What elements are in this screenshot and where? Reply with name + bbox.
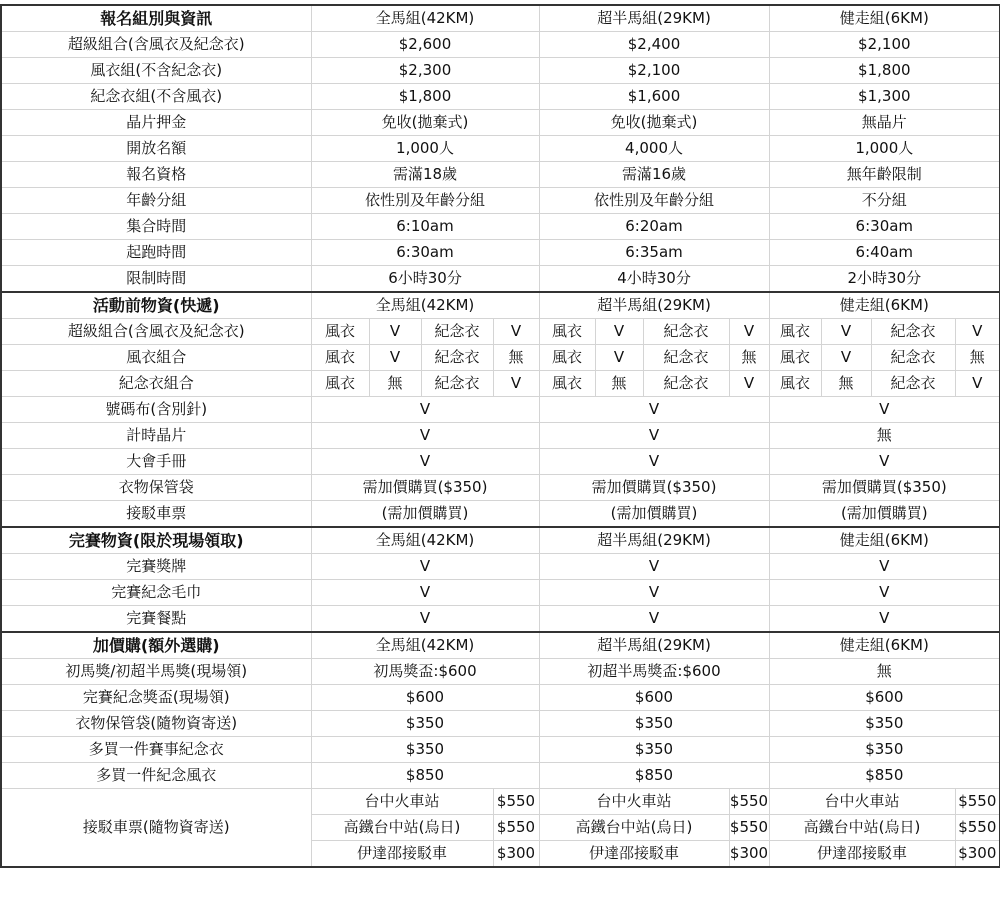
value-cell[interactable]: $600	[769, 685, 1000, 711]
value-cell[interactable]: V	[539, 397, 769, 423]
value-cell[interactable]: V	[539, 449, 769, 475]
shirt-value[interactable]: 無	[729, 345, 769, 371]
station-name[interactable]: 伊達邵接駁車	[311, 841, 493, 868]
value-cell[interactable]: V	[311, 449, 539, 475]
value-cell[interactable]: 6:10am	[311, 214, 539, 240]
value-cell[interactable]: 1,000人	[769, 136, 1000, 162]
value-cell[interactable]: 無年齡限制	[769, 162, 1000, 188]
value-cell[interactable]: $2,400	[539, 32, 769, 58]
table-row	[1, 763, 1000, 789]
row-label[interactable]: 初馬獎/初超半馬獎(現場領)	[1, 659, 311, 685]
row-label[interactable]: 多買一件紀念風衣	[1, 763, 311, 789]
shirt-label[interactable]: 紀念衣	[871, 371, 955, 397]
value-cell[interactable]: 6:35am	[539, 240, 769, 266]
shirt-value[interactable]: V	[729, 319, 769, 345]
value-cell[interactable]: V	[539, 554, 769, 580]
value-cell[interactable]: V	[311, 580, 539, 606]
value-cell[interactable]: 4小時30分	[539, 266, 769, 293]
jacket-label[interactable]: 風衣	[539, 319, 595, 345]
table-row	[1, 188, 1000, 214]
jacket-label[interactable]: 風衣	[311, 319, 369, 345]
table-row	[1, 737, 1000, 763]
row-label[interactable]: 完賽紀念毛巾	[1, 580, 311, 606]
table-row	[1, 32, 1000, 58]
value-cell[interactable]: $2,100	[769, 32, 1000, 58]
table-row	[1, 162, 1000, 188]
value-cell[interactable]: 依性別及年齡分組	[539, 188, 769, 214]
shirt-value[interactable]: V	[493, 371, 539, 397]
row-label[interactable]: 衣物保管袋(隨物資寄送)	[1, 711, 311, 737]
row-label[interactable]: 多買一件賽事紀念衣	[1, 737, 311, 763]
value-cell[interactable]: 初馬獎盃:$600	[311, 659, 539, 685]
section-header[interactable]: 加價購(額外選購)	[1, 632, 311, 659]
combo-row	[1, 371, 1000, 397]
value-cell[interactable]: V	[311, 606, 539, 633]
value-cell[interactable]: $600	[311, 685, 539, 711]
value-cell[interactable]: $350	[311, 711, 539, 737]
row-label[interactable]: 風衣組(不含紀念衣)	[1, 58, 311, 84]
shirt-value[interactable]: V	[955, 371, 1000, 397]
jacket-label[interactable]: 風衣	[539, 371, 595, 397]
row-label[interactable]: 報名資格	[1, 162, 311, 188]
value-cell[interactable]: 無晶片	[769, 110, 1000, 136]
jacket-value[interactable]: 無	[595, 371, 643, 397]
value-cell[interactable]: V	[769, 397, 1000, 423]
station-name[interactable]: 高鐵台中站(烏日)	[539, 815, 729, 841]
value-cell[interactable]: 6:30am	[311, 240, 539, 266]
station-price[interactable]: $300	[493, 841, 539, 868]
group-header[interactable]: 超半馬組(29KM)	[539, 5, 769, 32]
value-cell[interactable]: (需加價購買)	[539, 501, 769, 528]
row-label[interactable]: 大會手冊	[1, 449, 311, 475]
table-row	[1, 84, 1000, 110]
jacket-value[interactable]: V	[821, 345, 871, 371]
group-header[interactable]: 超半馬組(29KM)	[539, 527, 769, 554]
value-cell[interactable]: $2,600	[311, 32, 539, 58]
row-label[interactable]: 紀念衣組合	[1, 371, 311, 397]
row-label[interactable]: 晶片押金	[1, 110, 311, 136]
station-price[interactable]: $550	[729, 789, 769, 815]
value-cell[interactable]: $2,100	[539, 58, 769, 84]
value-cell[interactable]: $600	[539, 685, 769, 711]
shirt-label[interactable]: 紀念衣	[871, 345, 955, 371]
section-header-row	[1, 5, 1000, 32]
station-price[interactable]: $300	[729, 841, 769, 868]
row-label[interactable]: 衣物保管袋	[1, 475, 311, 501]
value-cell[interactable]: 6:20am	[539, 214, 769, 240]
jacket-label[interactable]: 風衣	[539, 345, 595, 371]
event-info-table	[0, 4, 1000, 868]
station-name[interactable]: 高鐵台中站(烏日)	[311, 815, 493, 841]
table-row	[1, 214, 1000, 240]
shirt-value[interactable]: V	[729, 371, 769, 397]
table-row	[1, 659, 1000, 685]
shirt-label[interactable]: 紀念衣	[421, 371, 493, 397]
station-price[interactable]: $550	[493, 815, 539, 841]
row-label[interactable]: 完賽獎牌	[1, 554, 311, 580]
value-cell[interactable]: 不分組	[769, 188, 1000, 214]
station-name[interactable]: 台中火車站	[769, 789, 955, 815]
value-cell[interactable]: $1,800	[311, 84, 539, 110]
value-cell[interactable]: V	[539, 580, 769, 606]
value-cell[interactable]: V	[311, 554, 539, 580]
shirt-value[interactable]: 無	[493, 345, 539, 371]
table-row	[1, 423, 1000, 449]
shirt-value[interactable]: V	[955, 319, 1000, 345]
jacket-value[interactable]: V	[595, 319, 643, 345]
section-header-row	[1, 292, 1000, 319]
station-price[interactable]: $550	[955, 789, 1000, 815]
section-header[interactable]: 活動前物資(快遞)	[1, 292, 311, 319]
group-header[interactable]: 全馬組(42KM)	[311, 292, 539, 319]
table-row	[1, 580, 1000, 606]
table-row	[1, 685, 1000, 711]
jacket-value[interactable]: V	[821, 319, 871, 345]
station-price[interactable]: $550	[729, 815, 769, 841]
value-cell[interactable]: $350	[539, 711, 769, 737]
table-row	[1, 475, 1000, 501]
value-cell[interactable]: 無	[769, 659, 1000, 685]
row-label[interactable]: 限制時間	[1, 266, 311, 293]
table-row	[1, 136, 1000, 162]
value-cell[interactable]: $850	[769, 763, 1000, 789]
shirt-label[interactable]: 紀念衣	[643, 371, 729, 397]
station-name[interactable]: 高鐵台中站(烏日)	[769, 815, 955, 841]
table-row	[1, 606, 1000, 633]
value-cell[interactable]: $1,600	[539, 84, 769, 110]
value-cell[interactable]: 免收(拋棄式)	[539, 110, 769, 136]
table-row	[1, 58, 1000, 84]
section-header-row	[1, 632, 1000, 659]
value-cell[interactable]: $2,300	[311, 58, 539, 84]
row-label[interactable]: 完賽餐點	[1, 606, 311, 633]
table-row	[1, 554, 1000, 580]
table-row	[1, 240, 1000, 266]
value-cell[interactable]: $350	[769, 737, 1000, 763]
shirt-value[interactable]: 無	[955, 345, 1000, 371]
row-label[interactable]: 完賽紀念獎盃(現場領)	[1, 685, 311, 711]
value-cell[interactable]: $850	[539, 763, 769, 789]
table-row	[1, 711, 1000, 737]
value-cell[interactable]: V	[539, 423, 769, 449]
value-cell[interactable]: 需滿18歲	[311, 162, 539, 188]
value-cell[interactable]: (需加價購買)	[769, 501, 1000, 528]
group-header[interactable]: 健走組(6KM)	[769, 527, 1000, 554]
section-header[interactable]: 完賽物資(限於現場領取)	[1, 527, 311, 554]
value-cell[interactable]: V	[311, 397, 539, 423]
table-body	[1, 5, 1000, 867]
value-cell[interactable]: (需加價購買)	[311, 501, 539, 528]
value-cell[interactable]: 6:30am	[769, 214, 1000, 240]
group-header[interactable]: 健走組(6KM)	[769, 632, 1000, 659]
shuttle-row	[1, 789, 1000, 815]
jacket-label[interactable]: 風衣	[769, 345, 821, 371]
value-cell[interactable]: 4,000人	[539, 136, 769, 162]
row-label[interactable]: 超級組合(含風衣及紀念衣)	[1, 32, 311, 58]
value-cell[interactable]: 依性別及年齡分組	[311, 188, 539, 214]
group-header[interactable]: 超半馬組(29KM)	[539, 632, 769, 659]
station-name[interactable]: 伊達邵接駁車	[539, 841, 729, 868]
section-header[interactable]: 報名組別與資訊	[1, 5, 311, 32]
section-header-row	[1, 527, 1000, 554]
value-cell[interactable]: V	[769, 449, 1000, 475]
shirt-label[interactable]: 紀念衣	[871, 319, 955, 345]
value-cell[interactable]: V	[539, 606, 769, 633]
value-cell[interactable]: 需加價購買($350)	[769, 475, 1000, 501]
row-label[interactable]: 開放名額	[1, 136, 311, 162]
value-cell[interactable]: V	[769, 606, 1000, 633]
shuttle-label[interactable]: 接駁車票(隨物資寄送)	[1, 789, 311, 868]
jacket-label[interactable]: 風衣	[769, 371, 821, 397]
group-header[interactable]: 全馬組(42KM)	[311, 5, 539, 32]
jacket-value[interactable]: V	[369, 319, 421, 345]
jacket-label[interactable]: 風衣	[311, 371, 369, 397]
value-cell[interactable]: 6小時30分	[311, 266, 539, 293]
row-label[interactable]: 起跑時間	[1, 240, 311, 266]
combo-row	[1, 319, 1000, 345]
station-price[interactable]: $550	[955, 815, 1000, 841]
jacket-value[interactable]: V	[595, 345, 643, 371]
value-cell[interactable]: $1,300	[769, 84, 1000, 110]
shirt-label[interactable]: 紀念衣	[643, 345, 729, 371]
value-cell[interactable]: V	[769, 554, 1000, 580]
value-cell[interactable]: 1,000人	[311, 136, 539, 162]
shirt-label[interactable]: 紀念衣	[421, 345, 493, 371]
group-header[interactable]: 健走組(6KM)	[769, 292, 1000, 319]
group-header[interactable]: 健走組(6KM)	[769, 5, 1000, 32]
station-name[interactable]: 台中火車站	[311, 789, 493, 815]
station-name[interactable]: 伊達邵接駁車	[769, 841, 955, 868]
row-label[interactable]: 紀念衣組(不含風衣)	[1, 84, 311, 110]
value-cell[interactable]: 2小時30分	[769, 266, 1000, 293]
value-cell[interactable]: $350	[311, 737, 539, 763]
combo-row	[1, 345, 1000, 371]
value-cell[interactable]: 無	[769, 423, 1000, 449]
value-cell[interactable]: 6:40am	[769, 240, 1000, 266]
value-cell[interactable]: 初超半馬獎盃:$600	[539, 659, 769, 685]
value-cell[interactable]: $350	[539, 737, 769, 763]
table-row	[1, 266, 1000, 293]
table-row	[1, 449, 1000, 475]
row-label[interactable]: 接駁車票	[1, 501, 311, 528]
value-cell[interactable]: 需加價購買($350)	[311, 475, 539, 501]
jacket-label[interactable]: 風衣	[769, 319, 821, 345]
value-cell[interactable]: V	[311, 423, 539, 449]
value-cell[interactable]: $1,800	[769, 58, 1000, 84]
value-cell[interactable]: 需加價購買($350)	[539, 475, 769, 501]
row-label[interactable]: 超級組合(含風衣及紀念衣)	[1, 319, 311, 345]
row-label[interactable]: 集合時間	[1, 214, 311, 240]
jacket-label[interactable]: 風衣	[311, 345, 369, 371]
shirt-value[interactable]: V	[493, 319, 539, 345]
table-row	[1, 501, 1000, 528]
jacket-value[interactable]: V	[369, 345, 421, 371]
row-label[interactable]: 風衣組合	[1, 345, 311, 371]
table-row	[1, 397, 1000, 423]
jacket-value[interactable]: 無	[821, 371, 871, 397]
shirt-label[interactable]: 紀念衣	[643, 319, 729, 345]
table-row	[1, 110, 1000, 136]
group-header[interactable]: 全馬組(42KM)	[311, 632, 539, 659]
jacket-value[interactable]: 無	[369, 371, 421, 397]
row-label[interactable]: 號碼布(含別針)	[1, 397, 311, 423]
value-cell[interactable]: $850	[311, 763, 539, 789]
value-cell[interactable]: 免收(拋棄式)	[311, 110, 539, 136]
value-cell[interactable]: V	[769, 580, 1000, 606]
station-price[interactable]: $300	[955, 841, 1000, 868]
value-cell[interactable]: $350	[769, 711, 1000, 737]
row-label[interactable]: 計時晶片	[1, 423, 311, 449]
value-cell[interactable]: 需滿16歲	[539, 162, 769, 188]
shirt-label[interactable]: 紀念衣	[421, 319, 493, 345]
group-header[interactable]: 超半馬組(29KM)	[539, 292, 769, 319]
station-price[interactable]: $550	[493, 789, 539, 815]
row-label[interactable]: 年齡分組	[1, 188, 311, 214]
group-header[interactable]: 全馬組(42KM)	[311, 527, 539, 554]
station-name[interactable]: 台中火車站	[539, 789, 729, 815]
